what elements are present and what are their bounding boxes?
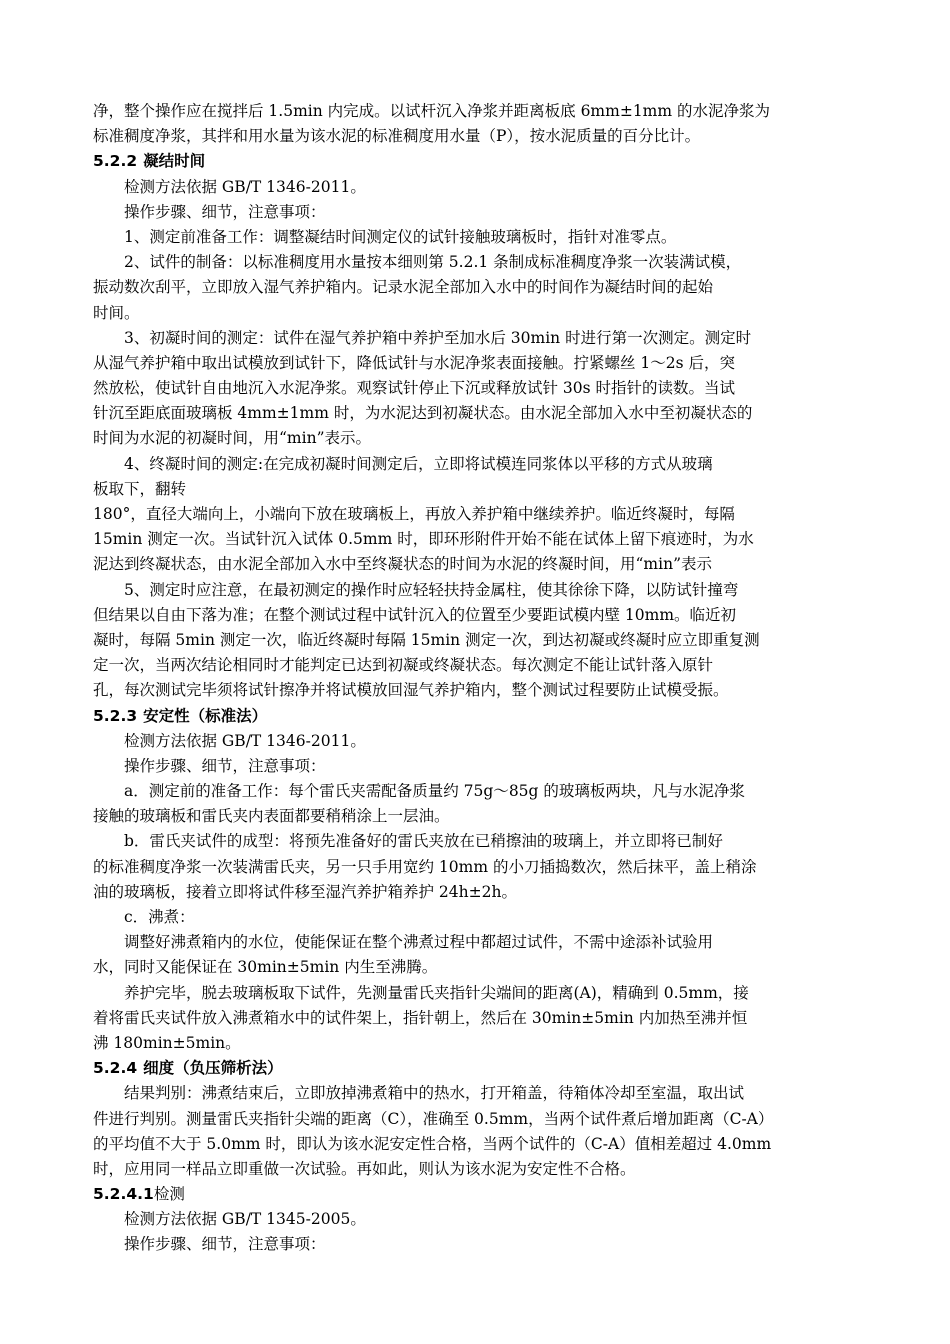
section-number: 5.2.4 [93, 1059, 138, 1078]
text-line: 15min 测定一次。当试针沉入试体 0.5mm 时，即环形附件开始不能在试体上留下痕迹时，为水 [93, 530, 754, 549]
section-title: 检测 [153, 1185, 185, 1204]
section-heading [93, 1056, 859, 1081]
paragraph [93, 829, 859, 905]
text-line: a．测定前的准备工作：每个雷氏夹需配备质量约 75g～85g 的玻璃板两块，凡与水泥净浆 [124, 782, 745, 801]
section-title: 安定性（标准法） [143, 706, 268, 725]
section-number: 5.2.3 [93, 706, 138, 725]
section-number: 5.2.4.1 [93, 1185, 154, 1204]
paragraph [93, 578, 859, 704]
text-line: 操作步骤、细节，注意事项： [124, 756, 326, 775]
text-line: 针沉至距底面玻璃板 4mm±1mm 时，为水泥达到初凝状态。由水泥全部加入水中至初凝状态的 [93, 404, 753, 423]
section-number: 5.2.2 [93, 152, 138, 171]
paragraph [93, 200, 859, 225]
text-line: 时间为水泥的初凝时间，用“min”表示。 [93, 429, 371, 448]
text-line: 孔，每次测试完毕须将试针擦净并将试模放回湿气养护箱内，整个测试过程要防止试模受振。 [93, 681, 729, 700]
text-line: 的平均值不大于 5.0mm 时，即认为该水泥安定性合格，当两个试件的（C-A）值相差超过 4.0mm [93, 1134, 772, 1153]
paragraph [93, 754, 859, 779]
text-line: 油的玻璃板，接着立即将试件移至湿汽养护箱养护 24h±2h。 [93, 882, 517, 901]
text-line: 水，同时又能保证在 30min±5min 内生至沸腾。 [93, 958, 438, 977]
paragraph [93, 1232, 859, 1257]
text-line: 净，整个操作应在搅拌后 1.5min 内完成。以试杆沉入净浆并距离板底 6mm±1mm 的水泥净浆为 [93, 102, 770, 120]
paragraph [93, 99, 859, 149]
text-line: 2、试件的制备：以标准稠度用水量按本细则第 5.2.1 条制成标准稠度净浆一次装满试模， [124, 253, 742, 272]
text-line: 但结果以自由下落为准；在整个测试过程中试针沉入的位置至少要距试模内壁 10mm。临近初 [93, 605, 737, 624]
text-line: 检测方法依据 GB/T 1345-2005。 [124, 1210, 366, 1229]
text-line: 调整好沸煮箱内的水位，使能保证在整个沸煮过程中都超过试件，不需中途添补试验用 [124, 933, 714, 952]
text-line: 沸 180min±5min。 [93, 1033, 241, 1052]
text-line: 时，应用同一样品立即重做一次试验。再如此，则认为该水泥为安定性不合格。 [93, 1159, 636, 1178]
section-title: 凝结时间 [143, 152, 206, 171]
section-heading [93, 149, 859, 174]
paragraph [93, 779, 859, 829]
text-line: 3、初凝时间的测定：试件在湿气养护箱中养护至加水后 30min 时进行第一次测定。测定时 [124, 328, 752, 347]
text-line: 1、测定前准备工作：调整凝结时间测定仪的试针接触玻璃板时，指针对准零点。 [124, 227, 677, 246]
text-line: 时间。 [93, 303, 140, 322]
text-line: b．雷氏夹试件的成型：将预先准备好的雷氏夹放在已稍擦油的玻璃上，并立即将已制好 [124, 832, 723, 851]
paragraph [93, 326, 859, 452]
paragraph [93, 905, 859, 930]
text-line: 着将雷氏夹试件放入沸煮箱水中的试件架上，指针朝上，然后在 30min±5min 内加热至沸并恒 [93, 1008, 748, 1027]
paragraph [93, 930, 859, 980]
text-line: 结果判别：沸煮结束后，立即放掉沸煮箱中的热水，打开箱盖，待箱体冷却至室温，取出试 [124, 1084, 745, 1103]
text-line: c．沸煮： [124, 908, 195, 926]
text-line: 操作步骤、细节，注意事项： [124, 1235, 326, 1254]
paragraph [93, 250, 859, 326]
text-line: 养护完毕，脱去玻璃板取下试件，先测量雷氏夹指针尖端间的距离(A)，精确到 0.5mm，接 [124, 983, 749, 1002]
document-page [93, 99, 859, 1258]
text-line: 检测方法依据 GB/T 1346-2011。 [124, 177, 366, 196]
paragraph [93, 452, 859, 578]
text-line: 标准稠度净浆，其拌和用水量为该水泥的标准稠度用水量（P），按水泥质量的百分比计。 [93, 127, 701, 146]
text-line: 操作步骤、细节，注意事项： [124, 202, 326, 221]
section-heading [93, 704, 859, 729]
section-title: 细度（负压筛析法） [143, 1059, 283, 1078]
paragraph [93, 729, 859, 754]
text-line: 的标准稠度净浆一次装满雷氏夹，另一只手用宽约 10mm 的小刀插捣数次，然后抹平，盖上稍涂 [93, 857, 757, 876]
paragraph [93, 981, 859, 1057]
paragraph [93, 1207, 859, 1232]
text-line: 5、测定时应注意，在最初测定的操作时应轻轻扶持金属柱，使其徐徐下降，以防试针撞弯 [124, 580, 739, 599]
text-line: 定一次，当两次结论相同时才能判定已达到初凝或终凝状态。每次测定不能让试针落入原针 [93, 656, 714, 675]
text-line: 件进行判别。测量雷氏夹指针尖端的距离（C），准确至 0.5mm，当两个试件煮后增加距离（C-A） [93, 1109, 774, 1128]
paragraph [93, 1081, 859, 1182]
text-line: 然放松，使试针自由地沉入水泥净浆。观察试针停止下沉或释放试针 30s 时指针的读数。当试 [93, 379, 736, 398]
paragraph [93, 175, 859, 200]
subsection-heading [93, 1182, 859, 1207]
text-line: 180°，直径大端向上，小端向下放在玻璃板上，再放入养护箱中继续养护。临近终凝时，每隔 [93, 505, 735, 523]
text-line: 检测方法依据 GB/T 1346-2011。 [124, 731, 366, 750]
paragraph [93, 225, 859, 250]
text-line: 从湿气养护箱中取出试模放到试针下，降低试针与水泥净浆表面接触。拧紧螺丝 1～2s 后，突 [93, 353, 736, 372]
text-line: 板取下，翻转 [93, 479, 187, 498]
text-line: 振动数次刮平，立即放入湿气养护箱内。记录水泥全部加入水中的时间作为凝结时间的起始 [93, 278, 714, 297]
text-line: 泥达到终凝状态，由水泥全部加入水中至终凝状态的时间为水泥的终凝时间，用“min”表示 [93, 555, 712, 574]
text-line: 接触的玻璃板和雷氏夹内表面都要稍稍涂上一层油。 [93, 807, 450, 826]
text-line: 4、终凝时间的测定:在完成初凝时间测定后，立即将试模连同浆体以平移的方式从玻璃 [124, 454, 713, 473]
text-line: 凝时，每隔 5min 测定一次，临近终凝时每隔 15min 测定一次，到达初凝或终凝时应立即重复测 [93, 630, 760, 649]
